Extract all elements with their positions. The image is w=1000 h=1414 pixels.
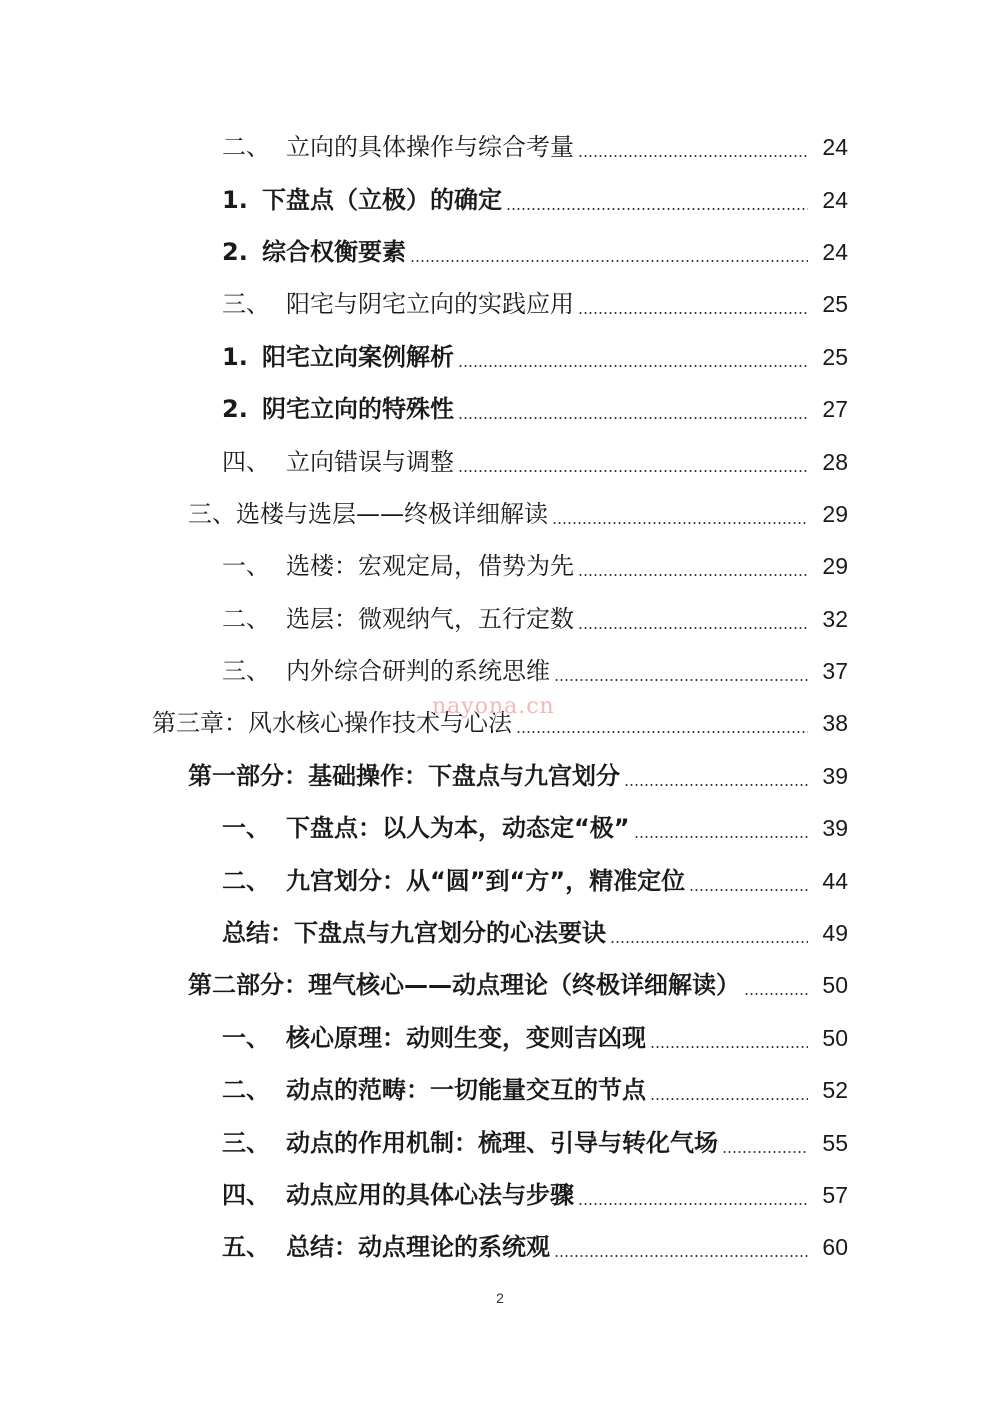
dot-leader [578,1203,808,1205]
toc-entry-title: 立向错误与调整 [286,447,454,476]
toc-entry-title: 综合权衡要素 [262,237,406,266]
toc-entry-title: 阳宅与阴宅立向的实践应用 [286,290,574,319]
page-number: 2 [496,1290,504,1306]
dot-leader [624,784,808,786]
toc-entry-number: 四、 [222,1181,270,1209]
dot-leader [689,889,808,891]
toc-entry-page: 24 [822,238,848,265]
toc-entry-title: 下盘点（立极）的确定 [262,185,502,214]
toc-entry-page: 49 [822,920,848,947]
toc-entry-page: 24 [822,186,848,213]
toc-entry-title: 阴宅立向的特殊性 [262,395,454,424]
toc-entry[interactable] [0,1221,1000,1273]
toc-entry-title: 总结：动点理论的系统观 [286,1233,550,1262]
toc-entry-page: 55 [822,1129,848,1156]
toc-entry-page: 60 [822,1234,848,1261]
toc-entry-number: 三、 [222,290,270,319]
toc-entry-number: 2. [222,395,248,424]
toc-entry-title: 选楼：宏观定局，借势为先 [286,552,574,581]
dot-leader [578,574,808,576]
toc-entry-page: 25 [822,343,848,370]
toc-entry-number: 一、 [222,552,270,581]
toc-entry-title: 核心原理：动则生变，变则吉凶现 [286,1023,646,1052]
dot-leader [744,993,808,995]
dot-leader [610,941,808,943]
toc-entry-title: 动点应用的具体心法与步骤 [286,1181,574,1209]
dot-leader [578,312,808,314]
toc-entry-title: 第二部分：理气核心——动点理论（终极详细解读） [188,971,740,1000]
dot-leader [458,365,808,367]
toc-entry-page: 24 [822,134,848,161]
toc-entry-page: 52 [822,1077,848,1104]
toc-entry-title: 三、选楼与选层——终极详细解读 [188,499,548,528]
toc-entry[interactable] [0,854,1000,906]
toc-entry[interactable] [0,1169,1000,1221]
toc-entry-title: 九宫划分：从“圆”到“方”，精准定位 [286,866,686,895]
toc-entry-number: 二、 [222,1076,270,1105]
toc-entry-number: 2. [222,237,248,266]
toc-entry-number: 三、 [222,1128,270,1157]
toc-entry[interactable] [0,645,1000,697]
toc-entry-number: 四、 [222,447,270,476]
toc-entry[interactable] [0,226,1000,278]
toc-entry-page: 57 [822,1182,848,1208]
toc-entry-number: 二、 [222,866,270,895]
toc-entry[interactable] [0,540,1000,592]
toc-entry-title: 动点的作用机制：梳理、引导与转化气场 [286,1128,718,1157]
toc-entry-page: 28 [822,448,848,475]
toc-entry-number: 三、 [222,657,270,686]
toc-entry[interactable] [0,383,1000,435]
toc-entry-page: 39 [822,762,848,789]
toc-entry[interactable] [0,121,1000,173]
toc-entry-title: 阳宅立向案例解析 [262,342,454,371]
toc-entry[interactable] [0,802,1000,854]
toc-entry-title: 第一部分：基础操作：下盘点与九宫划分 [188,761,620,790]
toc-entry-title: 第三章：风水核心操作技术与心法 [152,709,512,738]
toc-entry-title: 总结：下盘点与九宫划分的心法要诀 [222,919,606,948]
watermark: nayona.cn [432,694,555,719]
toc-entry-title: 选层：微观纳气，五行定数 [286,604,574,633]
dot-leader [554,1255,808,1257]
dot-leader [458,417,808,419]
dot-leader [578,155,808,157]
toc-entry[interactable] [0,278,1000,330]
toc-entry-page: 29 [822,500,848,527]
toc-entry-page: 32 [822,605,848,632]
toc-entry-title: 内外综合研判的系统思维 [286,657,550,686]
dot-leader [634,836,808,838]
toc-entry-page: 50 [822,1024,848,1051]
toc-entry-number: 一、 [222,1023,270,1052]
toc-entry-number: 二、 [222,604,270,633]
toc-entry[interactable] [0,593,1000,645]
toc-entry-page: 29 [822,553,848,580]
toc-entry-number: 一、 [222,814,270,843]
toc-entry-page: 44 [822,867,848,894]
dot-leader [458,470,808,472]
toc-entry[interactable] [0,1116,1000,1168]
toc-entry-page: 39 [822,815,848,842]
toc-entry-number: 1. [222,342,248,371]
dot-leader [650,1098,808,1100]
toc-entry[interactable] [0,435,1000,487]
toc-entry[interactable] [0,331,1000,383]
toc-entry-page: 50 [822,972,848,999]
toc-entry-page: 27 [822,396,848,423]
dot-leader [516,731,808,733]
toc-entry-title: 下盘点：以人为本，动态定“极” [286,814,630,843]
toc-entry-number: 1. [222,185,248,214]
toc-entry[interactable] [0,959,1000,1011]
dot-leader [554,679,808,681]
toc-entry-number: 五、 [222,1233,270,1262]
toc-entry[interactable] [0,1064,1000,1116]
dot-leader [650,1046,808,1048]
toc-entry-page: 38 [822,710,848,737]
dot-leader [410,260,808,262]
toc-entry[interactable] [0,750,1000,802]
toc-entry[interactable] [0,488,1000,540]
toc-entry[interactable] [0,907,1000,959]
toc-entry-page: 25 [822,291,848,318]
dot-leader [722,1151,808,1153]
toc-entry[interactable] [0,1012,1000,1064]
toc-entry-page: 37 [822,658,848,685]
toc-entry-title: 动点的范畴：一切能量交互的节点 [286,1076,646,1105]
toc-entry[interactable] [0,173,1000,225]
dot-leader [578,627,808,629]
dot-leader [552,522,808,524]
toc-entry-title: 立向的具体操作与综合考量 [286,133,574,162]
toc-entry-number: 二、 [222,133,270,162]
dot-leader [506,208,808,210]
